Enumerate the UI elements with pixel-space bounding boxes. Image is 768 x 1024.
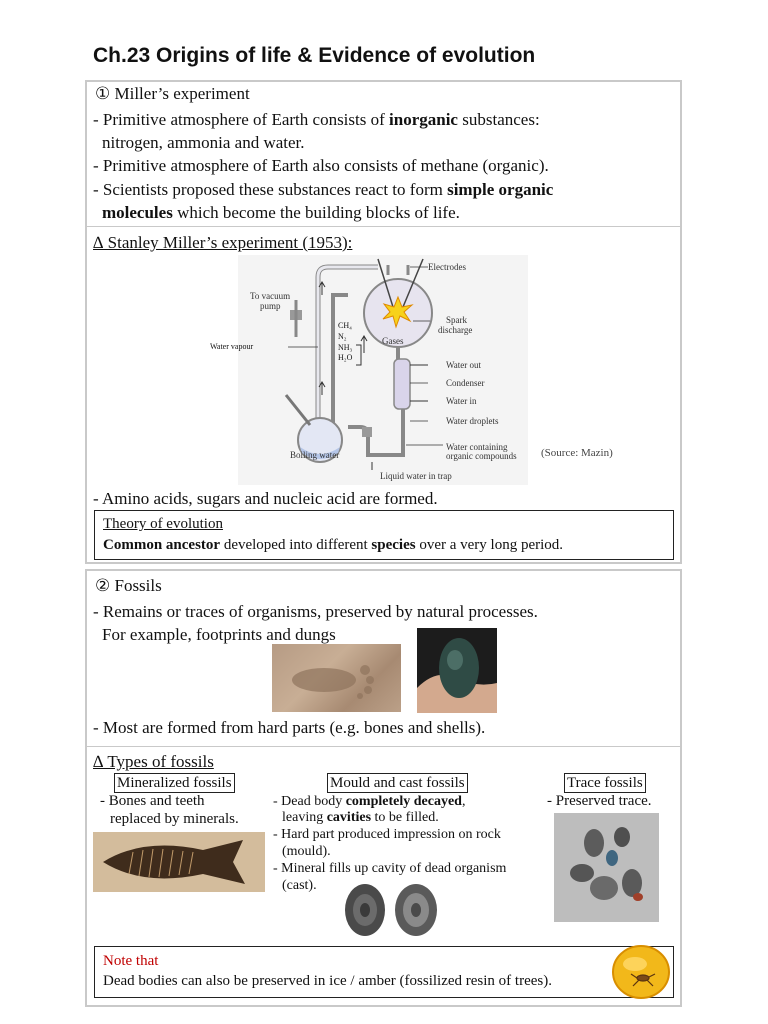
theory-text: Common ancestor developed into different species over a very long period. xyxy=(103,537,564,553)
amber-fossil-image xyxy=(611,944,670,1000)
note-title: Note that xyxy=(103,953,159,969)
trace-fossil-image xyxy=(554,813,659,922)
panel1-divider xyxy=(87,226,680,227)
label-ch4: CH₄ xyxy=(338,321,352,330)
fossils-line-3: - Most are formed from hard parts (e.g. bones and shells). xyxy=(93,718,486,737)
label-to-vacuum-2: pump xyxy=(260,301,281,311)
fossils-line-2: For example, footprints and dungs xyxy=(102,625,336,644)
fossils-line-1: - Remains or traces of organisms, preserved by natural processes. xyxy=(93,602,538,621)
label-electrodes: Electrodes xyxy=(428,262,466,272)
panel2-divider xyxy=(87,746,680,747)
mineralized-desc-1: - Bones and teeth xyxy=(100,793,205,809)
mineralized-label: Mineralized fossils xyxy=(114,773,235,793)
note-text: Dead bodies can also be preserved in ice / amber (fossilized resin of trees). xyxy=(103,973,552,989)
mould-desc-6: (cast). xyxy=(282,878,317,893)
miller-line-2: nitrogen, ammonia and water. xyxy=(102,133,305,152)
label-water-containing-1: Water containing xyxy=(446,442,508,452)
fish-fossil-image xyxy=(93,832,265,892)
label-liquid-trap: Liquid water in trap xyxy=(380,471,452,481)
mould-cast-label: Mould and cast fossils xyxy=(327,773,468,793)
label-water-containing-2: organic compounds xyxy=(446,451,517,461)
miller-line-3: - Primitive atmosphere of Earth also consists of methane (organic). xyxy=(93,156,549,175)
miller-line-1: - Primitive atmosphere of Earth consists of inorganic substances: xyxy=(93,110,540,129)
diagram-source: (Source: Mazin) xyxy=(541,447,613,459)
label-to-vacuum-1: To vacuum xyxy=(250,291,291,301)
trace-label: Trace fossils xyxy=(564,773,646,793)
miller-line-4: - Scientists proposed these substances react to form simple organic xyxy=(93,180,554,199)
label-water-vapour: Water vapour xyxy=(210,342,254,351)
page-title: Ch.23 Origins of life & Evidence of evolution xyxy=(93,44,536,67)
types-heading: ∆ Types of fossils xyxy=(93,752,214,771)
stanley-heading: ∆ Stanley Miller’s experiment (1953): xyxy=(93,233,353,252)
label-spark-1: Spark xyxy=(446,315,467,325)
miller-apparatus-diagram xyxy=(210,255,528,485)
miller-line-5: molecules which become the building blocks of life. xyxy=(102,203,460,222)
mould-desc-1: - Dead body completely decayed, xyxy=(273,794,466,809)
mould-desc-2: leaving cavities to be filled. xyxy=(282,810,439,825)
label-nh3: NH₃ xyxy=(338,343,353,352)
label-water-in: Water in xyxy=(446,396,477,406)
ammonite-fossil-image xyxy=(341,880,441,940)
label-water-out: Water out xyxy=(446,360,482,370)
note-box xyxy=(94,946,674,998)
miller-heading: ① Miller’s experiment xyxy=(95,84,250,103)
label-n2: N₂ xyxy=(338,332,347,341)
mould-desc-4: (mould). xyxy=(282,844,331,859)
label-spark-2: discharge xyxy=(438,325,473,335)
label-h2o: H₂O xyxy=(338,353,353,362)
footprint-fossil-image xyxy=(272,644,401,712)
mineralized-desc-2: replaced by minerals. xyxy=(110,811,239,827)
mould-desc-3: - Hard part produced impression on rock xyxy=(273,827,501,842)
label-boiling-water: Boiling water xyxy=(290,450,340,460)
fossils-heading: ② Fossils xyxy=(95,576,162,595)
label-water-droplets: Water droplets xyxy=(446,416,499,426)
mould-desc-5: - Mineral fills up cavity of dead organism xyxy=(273,861,507,876)
dung-fossil-image xyxy=(417,628,497,713)
label-condenser: Condenser xyxy=(446,378,485,388)
label-gases: Gases xyxy=(382,336,404,346)
miller-result: - Amino acids, sugars and nucleic acid are formed. xyxy=(93,489,438,508)
trace-desc: - Preserved trace. xyxy=(547,793,652,809)
theory-title: Theory of evolution xyxy=(103,516,223,532)
